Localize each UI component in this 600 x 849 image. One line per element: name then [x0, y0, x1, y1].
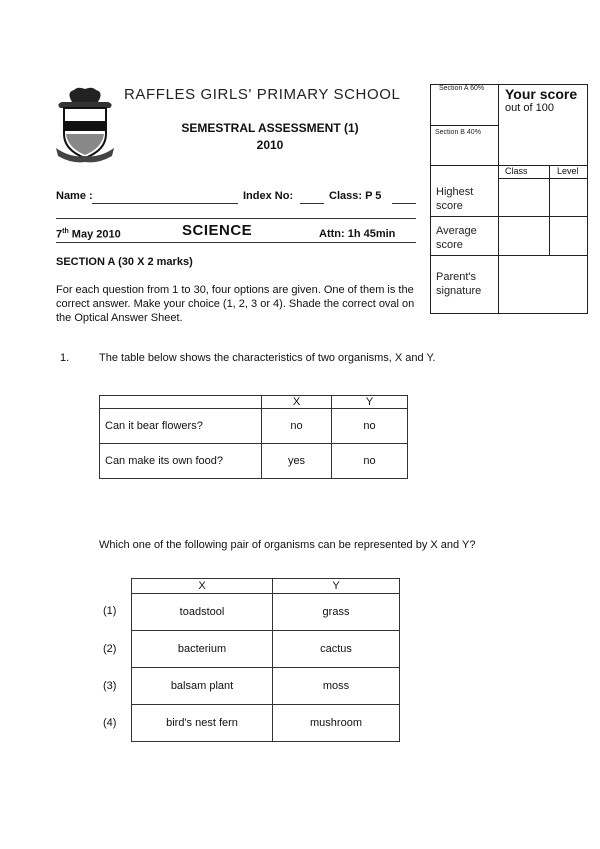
- table-cell: balsam plant: [132, 668, 273, 705]
- attention-duration: Attn: 1h 45min: [319, 228, 396, 240]
- table-header: Y: [273, 579, 400, 594]
- table-cell: mushroom: [273, 705, 400, 742]
- divider: [56, 242, 416, 243]
- options-table: [131, 578, 400, 742]
- table-row[interactable]: [132, 631, 400, 668]
- section-a-weight: Section A 60%: [439, 85, 485, 92]
- table-cell: Can make its own food?: [100, 444, 262, 479]
- assessment-title: SEMESTRAL ASSESSMENT (1): [181, 121, 359, 135]
- name-label: Name :: [56, 190, 93, 202]
- average-score-label: Average score: [436, 225, 477, 251]
- table-cell: bacterium: [132, 631, 273, 668]
- school-crest-logo: [54, 86, 116, 166]
- table-row: [100, 409, 408, 444]
- section-instructions: For each question from 1 to 30, four options are given. One of them is the correct answer. Make your choice (1, 2, 3 or 4). Shade the correct oval on the Optical Answer Sheet.: [56, 284, 415, 324]
- table-cell: no: [332, 409, 408, 444]
- table-header: [100, 396, 262, 409]
- score-box: [430, 84, 588, 314]
- table-row[interactable]: [132, 668, 400, 705]
- table-cell: grass: [273, 594, 400, 631]
- class-column-label: Class: [505, 166, 528, 176]
- question-stem: The table below shows the characteristics of two organisms, X and Y.: [99, 352, 436, 364]
- characteristics-table: [99, 395, 408, 479]
- option-label[interactable]: (1): [103, 605, 117, 617]
- class-label: Class: P 5: [329, 190, 382, 202]
- out-of-label: out of 100: [505, 102, 554, 114]
- table-cell: no: [332, 444, 408, 479]
- index-field-line[interactable]: [300, 203, 324, 204]
- table-cell: yes: [262, 444, 332, 479]
- table-cell: cactus: [273, 631, 400, 668]
- table-header: X: [262, 396, 332, 409]
- section-title: SECTION A (30 X 2 marks): [56, 256, 193, 268]
- name-field-line[interactable]: [92, 203, 238, 204]
- school-name: RAFFLES GIRLS' PRIMARY SCHOOL: [124, 86, 401, 103]
- table-cell: no: [262, 409, 332, 444]
- table-cell: Can it bear flowers?: [100, 409, 262, 444]
- table-cell: toadstool: [132, 594, 273, 631]
- option-label[interactable]: (3): [103, 680, 117, 692]
- option-label[interactable]: (2): [103, 643, 117, 655]
- subject-title: SCIENCE: [182, 222, 253, 239]
- section-b-weight: Section B 40%: [435, 129, 481, 136]
- level-column-label: Level: [557, 166, 579, 176]
- table-cell: bird's nest fern: [132, 705, 273, 742]
- index-label: Index No:: [243, 190, 294, 202]
- option-label[interactable]: (4): [103, 717, 117, 729]
- table-row: [100, 444, 408, 479]
- divider: [56, 218, 416, 219]
- assessment-year: 2010: [256, 138, 284, 152]
- your-score-label: Your score: [505, 86, 578, 102]
- question-number: 1.: [60, 352, 70, 364]
- table-header: Y: [332, 396, 408, 409]
- table-row[interactable]: [132, 705, 400, 742]
- parent-signature-label: Parent's signature: [436, 271, 482, 297]
- highest-score-label: Highest score: [436, 186, 474, 212]
- table-cell: moss: [273, 668, 400, 705]
- table-row[interactable]: [132, 594, 400, 631]
- question-prompt: Which one of the following pair of organisms can be represented by X and Y?: [99, 539, 476, 551]
- class-field-line[interactable]: [392, 203, 416, 204]
- exam-date: 7th May 2010: [56, 228, 121, 241]
- table-header: X: [132, 579, 273, 594]
